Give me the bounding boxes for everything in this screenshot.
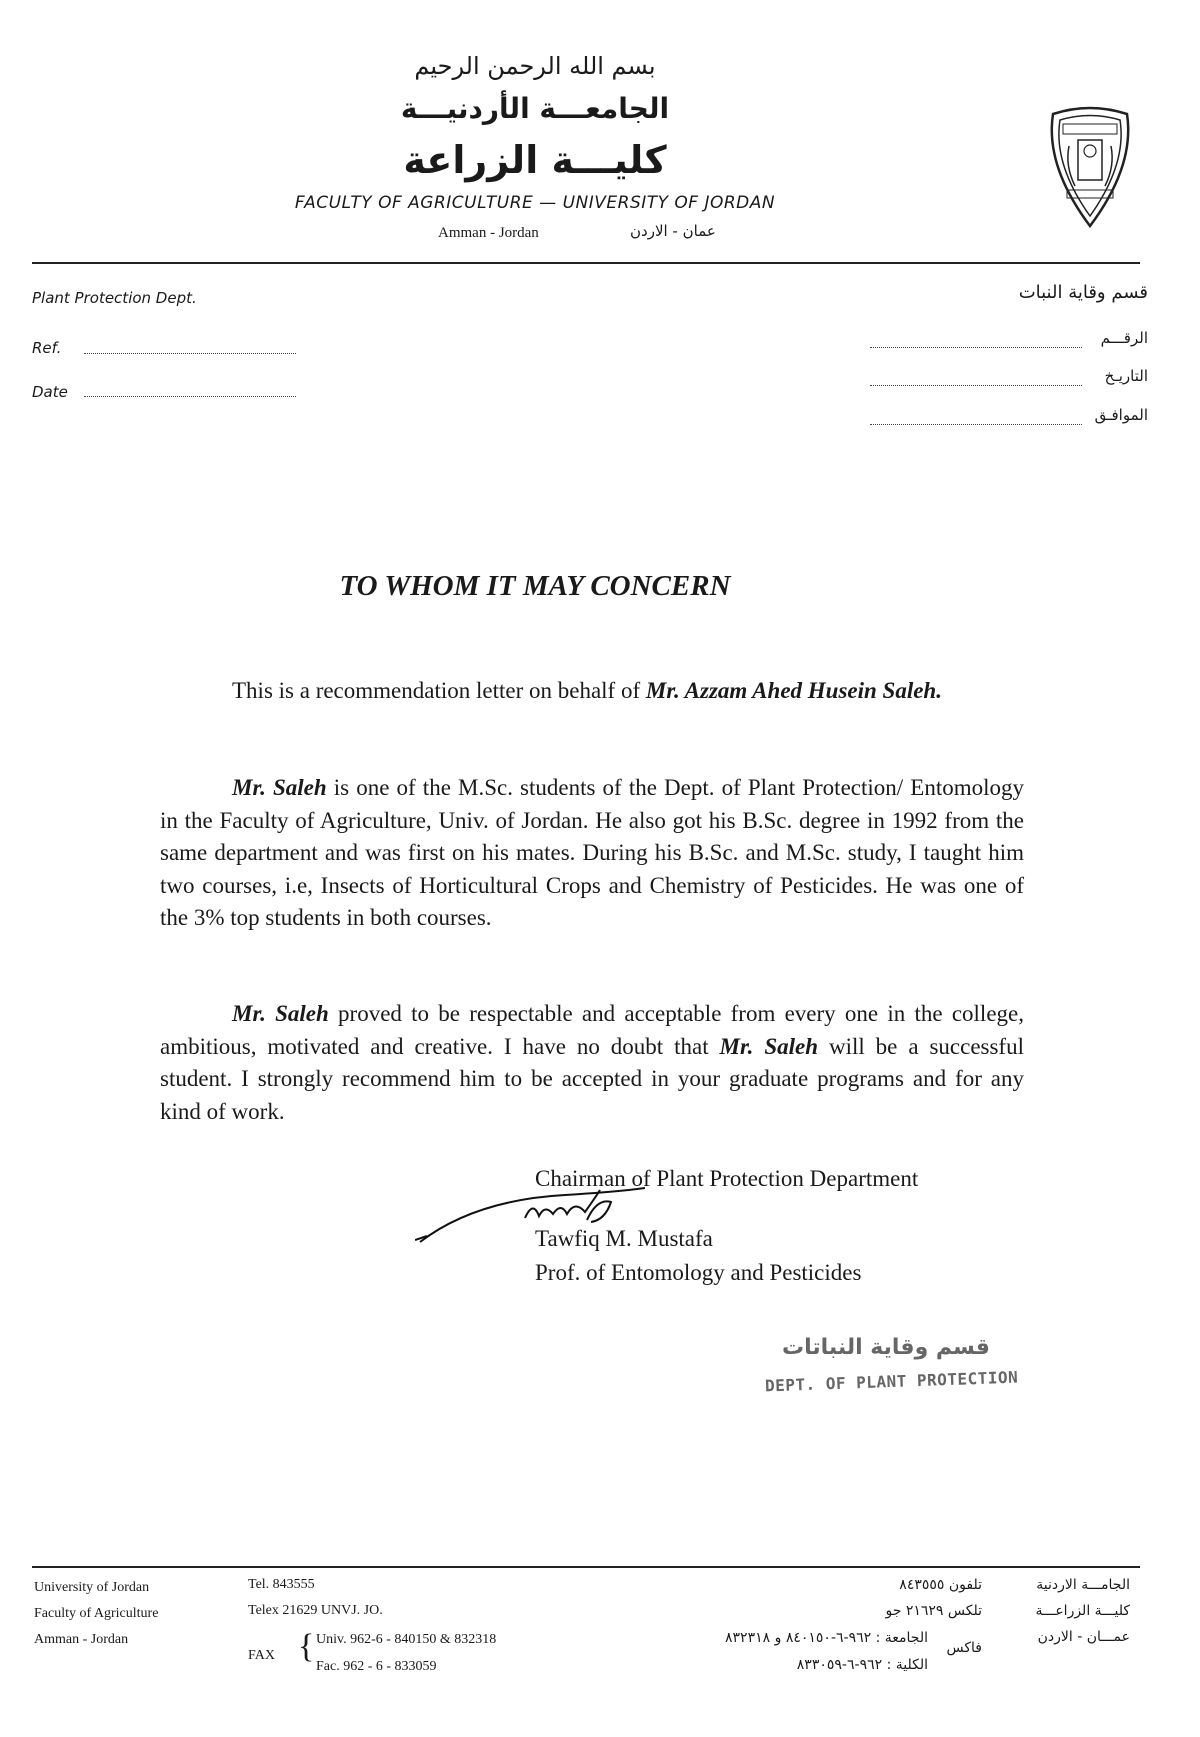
footer-city: Amman - Jordan [34,1632,129,1647]
footer-ar-tel: تلفون ٨٤٣٥٥٥ [899,1577,982,1593]
footer-rule [32,1566,1140,1568]
handwritten-signature-icon [415,1180,685,1250]
faculty-name-english: FACULTY OF AGRICULTURE — UNIVERSITY OF JORDAN [294,193,776,213]
footer-ar-faculty: كليـــة الزراعـــة [1035,1603,1130,1619]
university-name-arabic: الجامعـــة الأردنيـــة [400,92,670,125]
footer-fax-label: FAX [248,1648,275,1663]
footer-ar-telex: تلكس ٢١٦٢٩ جو [885,1603,982,1619]
corresponding-label-arabic: الموافـق [1094,406,1148,424]
ref-field[interactable] [84,353,296,354]
date-label: Date [32,383,68,401]
header-rule [32,262,1140,264]
footer-ar-fax-label: فاكس [946,1640,982,1656]
department-stamp-english: DEPT. OF PLANT PROTECTION [764,1367,1019,1396]
department-stamp-arabic: قسم وقاية النباتات [782,1335,990,1360]
footer-telex: Telex 21629 UNVJ. JO. [248,1603,383,1618]
letter-title: TO WHOM IT MAY CONCERN [339,570,731,602]
p3-text-b: will be a successful student. I strongly recommend him to be accepted in your graduate programs and for any kind of work. [160,1033,1024,1124]
signatory-position: Prof. of Entomology and Pesticides [535,1260,862,1285]
date-field-arabic[interactable] [870,385,1082,386]
p2-text: is one of the M.Sc. students of the Dept. of Plant Protection/ Entomology in the Faculty of Agriculture, Univ. of Jordan. He also got his B.Sc. degree in 1992 from the same department and was first on his mates. During his B.Sc. and M.Sc. study, I taught him two courses, i.e, Insects of Horticultural Crops and Chemistry of Pesticides. He was one of the 3% top students in both courses. [160,775,1024,930]
paragraph-1 [160,675,1024,708]
city-english: Amman - Jordan [438,225,539,241]
basmala: بسم الله الرحمن الرحيم [414,52,656,80]
footer-fax-univ: Univ. 962-6 - 840150 & 832318 [316,1632,497,1647]
signature-title: Chairman of Plant Protection Department [535,1166,919,1191]
p3-name-2: Mr. Saleh [719,1033,819,1059]
footer-ar-city: عمـــان - الاردن [1037,1629,1130,1645]
p1-name: Mr. Azzam Ahed Husein Saleh. [645,678,942,703]
footer-fax-fac: Fac. 962 - 6 - 833059 [316,1659,437,1674]
university-seal-icon [1045,106,1135,231]
ref-label-arabic: الرقـــم [1100,329,1148,347]
corresponding-field-arabic[interactable] [870,424,1082,425]
department-english: Plant Protection Dept. [32,289,197,307]
date-field[interactable] [84,396,296,397]
footer-university: University of Jordan [34,1580,150,1595]
footer-ar-fax-fac: الكلية : ٩٦٢-٦-٨٣٣٠٥٩ [796,1657,928,1673]
footer-tel: Tel. 843555 [248,1577,315,1592]
footer-fax-brace: { [298,1628,315,1665]
footer-ar-fax-univ: الجامعة : ٩٦٢-٦-٨٤٠١٥٠ و ٨٣٢٣١٨ [725,1630,928,1646]
p3-text-a: proved to be respectable and acceptable from every one in the college, ambitious, motivated and creative. I have no doubt that [160,1001,1024,1059]
ref-label: Ref. [32,339,62,357]
city-arabic: عمان - الاردن [630,222,716,240]
date-label-arabic: التاريـخ [1104,367,1148,385]
ref-field-arabic[interactable] [870,347,1082,348]
paragraph-2 [160,772,1024,935]
footer-faculty: Faculty of Agriculture [34,1606,159,1621]
p2-name: Mr. Saleh [232,775,327,800]
signatory-name: Tawfiq M. Mustafa [535,1226,713,1251]
department-arabic: قسم وقاية النبات [1018,282,1148,303]
faculty-name-arabic: كليـــة الزراعة [403,138,667,182]
p3-name: Mr. Saleh [232,1001,329,1026]
paragraph-3 [160,998,1024,1128]
p1-text: This is a recommendation letter on behalf of [232,678,646,703]
footer-ar-university: الجامـــة الاردنية [1036,1577,1130,1593]
